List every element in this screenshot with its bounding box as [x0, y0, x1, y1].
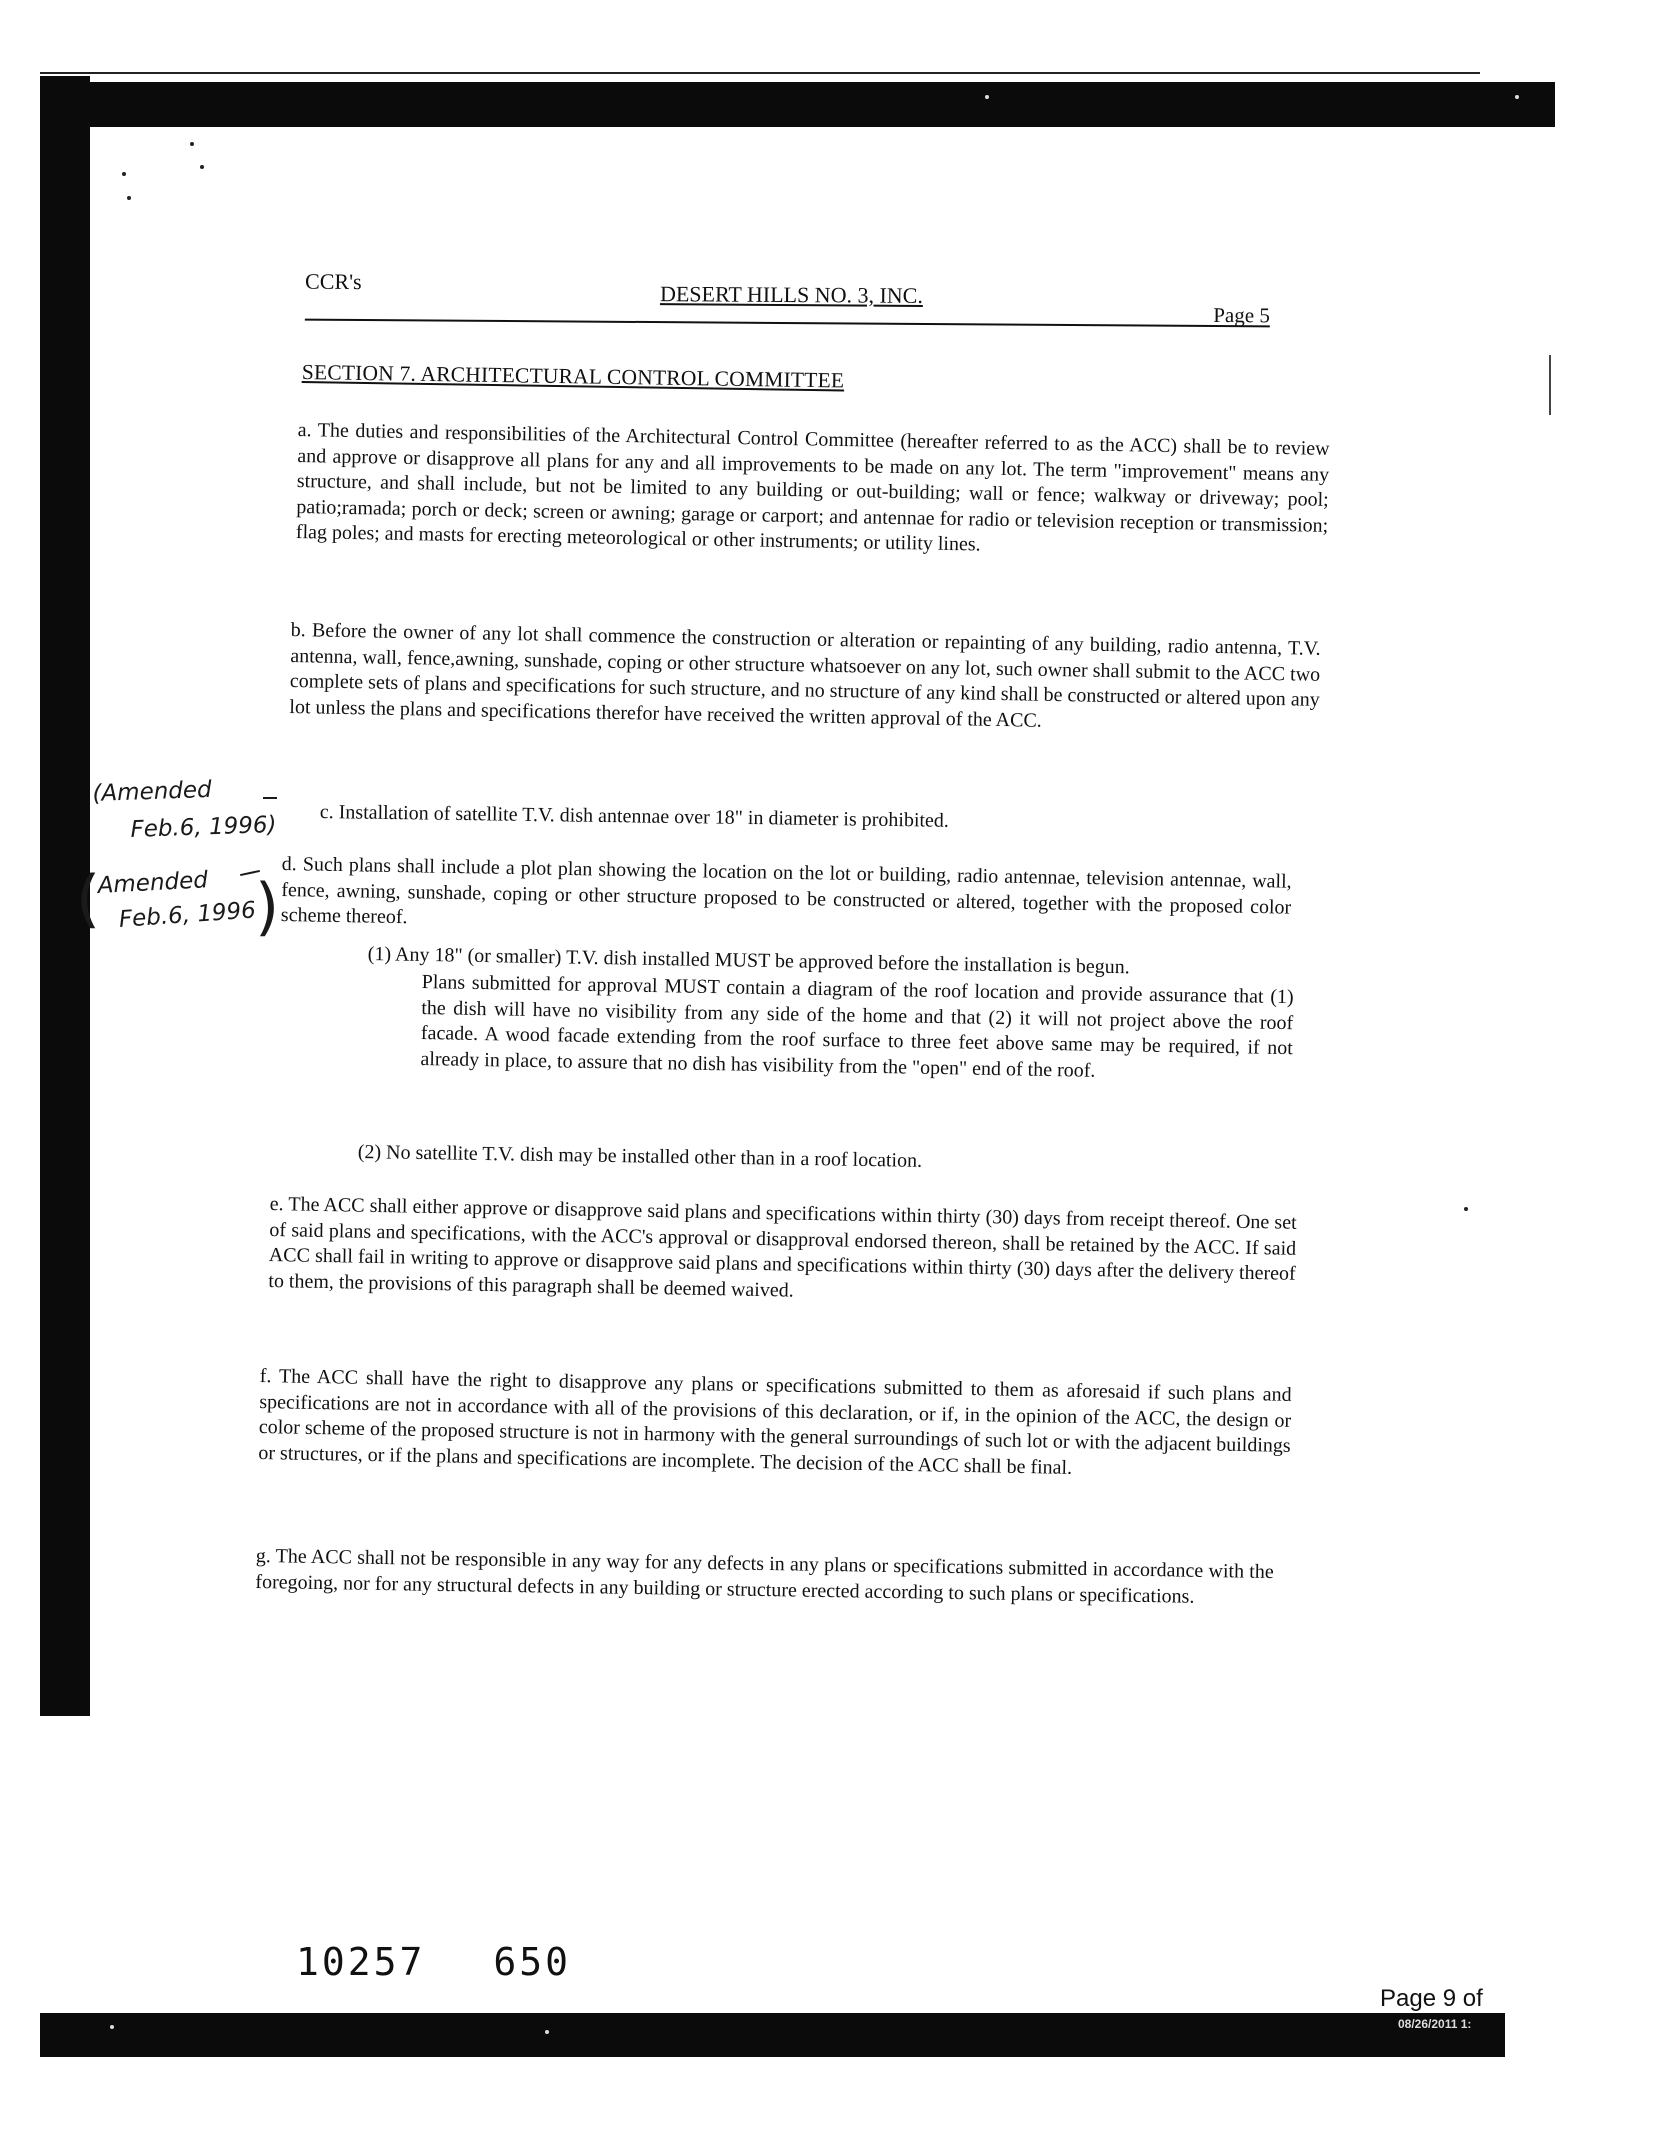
recording-book-number: 10257 — [296, 1940, 426, 1984]
page-header — [305, 267, 1270, 328]
handwritten-note-2-line2: Feb.6, 1996 — [118, 897, 257, 933]
paragraph-f: f. The ACC shall have the right to disapprove any plans or specifications submitted to them as aforesaid if such plans and specifications are not in accordance with all of the provisions of this declaration, or if, in the opinion of the ACC, the design or color scheme of the proposed structure is not in harmony with the general surroundings of such lot or with the adjacent buildings or structures, or if the plans and specifications are incomplete. The decision of the ACC shall be final. — [258, 1364, 1292, 1479]
header-page-number: Page 5 — [1213, 302, 1270, 328]
handwritten-note-1-line1: (Amended — [92, 776, 213, 807]
scan-date-label: 08/26/2011 1: — [1398, 2017, 1472, 2031]
header-title-left: CCR's — [305, 268, 362, 295]
handwritten-dash — [263, 797, 277, 799]
recording-page-number: 650 — [493, 1940, 572, 1984]
paragraph-g: g. The ACC shall not be responsible in any way for any defects in any plans or specifications submitted in accordance with the foregoing, nor for any structural defects in any building or structure erected according to such plans or specifications. — [255, 1544, 1274, 1608]
handwritten-note-1-line2: Feb.6, 1996) — [130, 811, 277, 843]
handwritten-note-2-line1: Amended — [97, 867, 209, 899]
paragraph-b: b. Before the owner of any lot shall commence the construction or alteration or repainting of any building, radio antenna, T.V. antenna, wall, fence,awning, sunshade, coping or other structure whatsoever on any lot, such owner shall submit to the ACC two complete sets of plans and specifications for such structure, and no structure of any kind shall be constructed or altered upon any lot unless the plans and specifications therefor have received the written approval of the ACC. — [289, 618, 1321, 732]
subparagraph-d2: (2) No satellite T.V. dish may be installed other than in a roof location. — [357, 1140, 923, 1172]
paragraph-e: e. The ACC shall either approve or disapprove said plans and specifications within thirty (30) days from receipt thereof. One set of said plans and specifications, with the ACC's approval or disapproval endorsed thereon, shall be retained by the ACC. If said ACC shall fail in writing to approve or disapprove said plans and specifications within thirty (30) days after the delivery thereof to them, the provisions of this paragraph shall be deemed waived. — [268, 1192, 1297, 1302]
recording-stamp — [296, 1940, 571, 1984]
paragraph-d: d. Such plans shall include a plot plan showing the location on the lot or building, radio antennae, television antennae, wall, fence, awning, sunshade, coping or other structure proposed to be constructed or altered, together with the proposed color scheme thereof. — [280, 852, 1292, 929]
scan-page-label: Page 9 of — [1380, 1985, 1483, 2012]
handwritten-paren-open: ( — [76, 862, 101, 935]
subparagraph-d1-first-line: (1) Any 18" (or smaller) T.V. dish installed MUST be approved before the installation is begun. — [367, 942, 1130, 979]
paragraph-a: a. The duties and responsibilities of the Architectural Control Committee (hereafter referred to as the ACC) shall be to review and approve or disapprove all plans for any and all improvements to be made on any lot. The term "improvement" means any structure, and shall include, but not be limited to any building or out-building; wall or fence; walkway or driveway; pool; patio;ramada; porch or deck; screen or awning; garage or carport; and antennae for radio or television reception or transmission; flag poles; and masts for erecting meteorological or other instruments; or utility lines. — [295, 418, 1330, 556]
paragraph-c: c. Installation of satellite T.V. dish antennae over 18" in diameter is prohibited. — [319, 800, 950, 832]
section-title: SECTION 7. ARCHITECTURAL CONTROL COMMITTEE — [301, 360, 845, 393]
header-title-center: DESERT HILLS NO. 3, INC. — [659, 281, 923, 308]
subparagraph-d1-body: Plans submitted for approval MUST contain a diagram of the roof location and provide assurance that (1) the dish will have no visibility from any side of the home and that (2) it will not project above the roof facade. A wood facade extending from the roof surface to three feet above same may be required, if not already in place, to assure that no dish has visibility from the "open" end of the roof. — [420, 970, 1294, 1082]
handwritten-paren-close: ) — [255, 870, 280, 943]
